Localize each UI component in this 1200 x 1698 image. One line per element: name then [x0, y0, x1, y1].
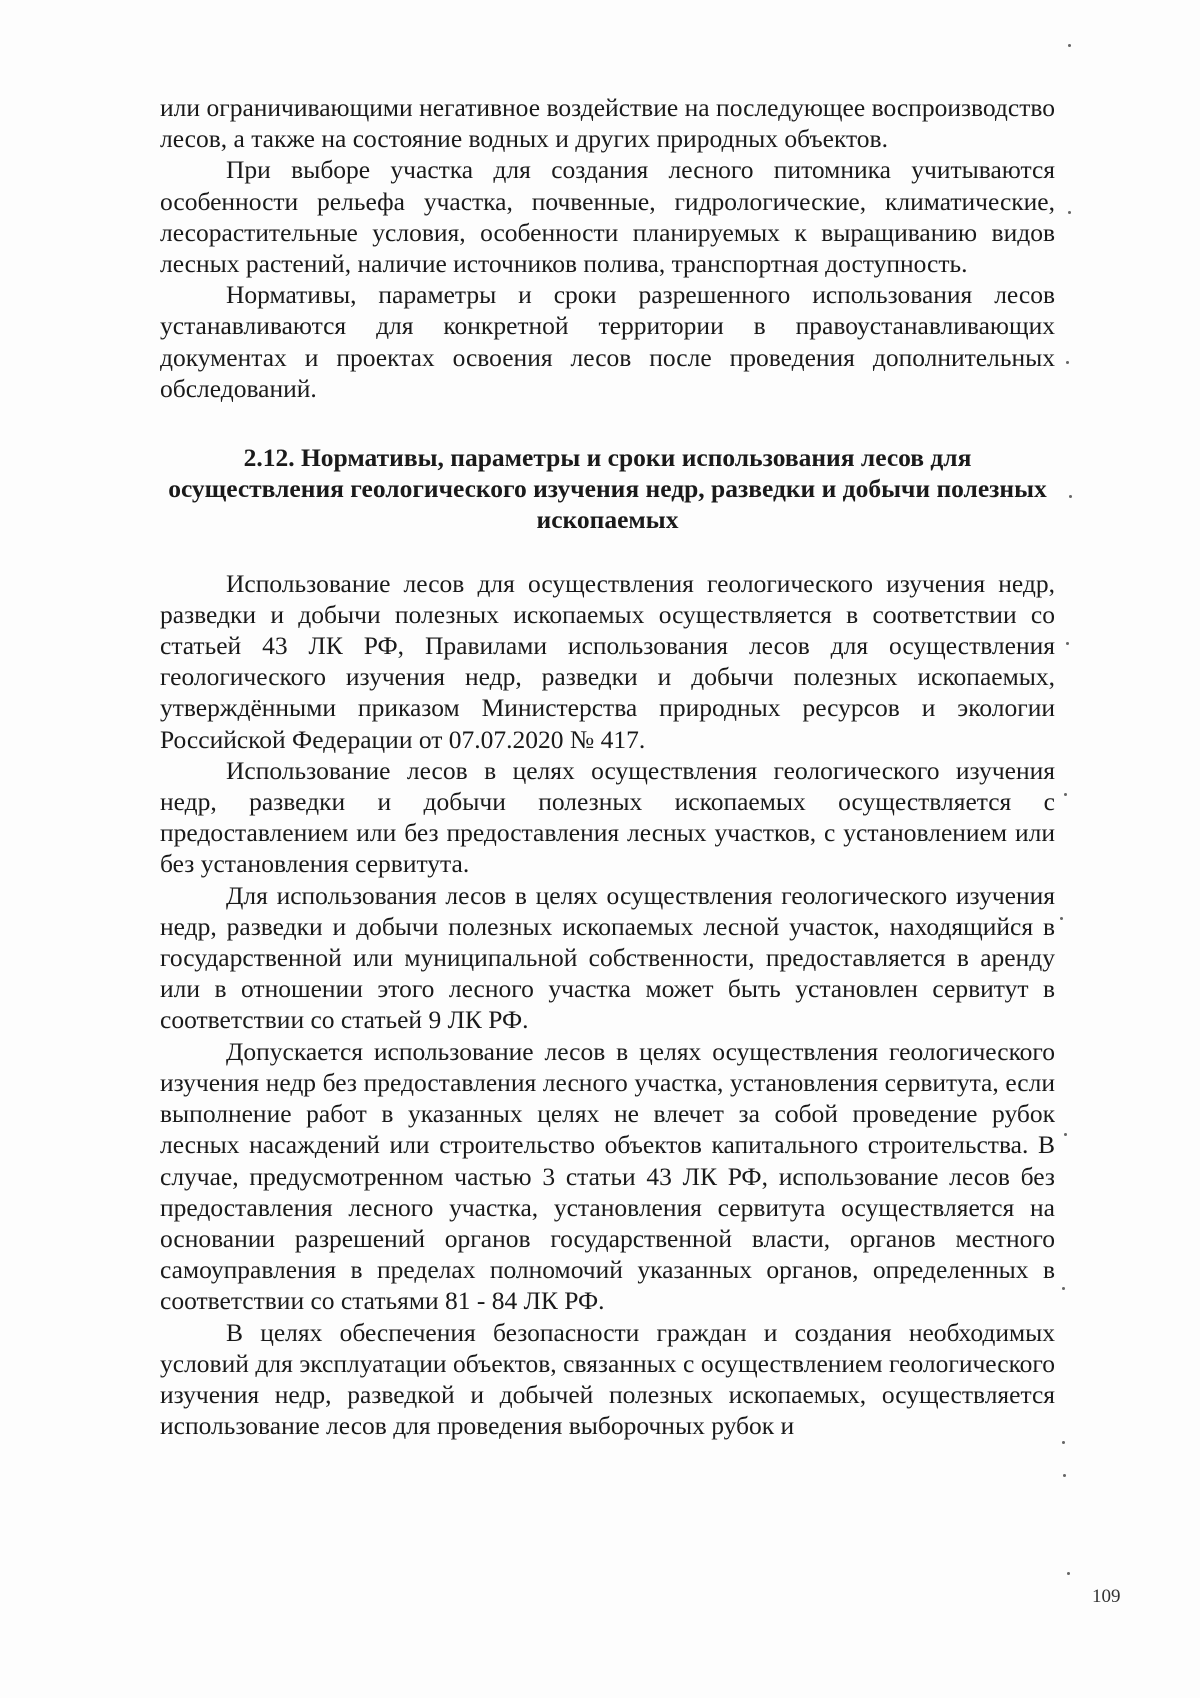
scan-speck: [1064, 793, 1067, 796]
paragraph-geology-use: Использование лесов для осуществления геологического изучения недр, разведки и добычи полезных ископаемых осуществляется в соответствии со статьей 43 ЛК РФ, Правилами использования лесов для осуществления геологического изучения недр, разведки и добычи полезных ископаемых, утверждёнными приказом Министерства природных ресурсов и экологии Российской Федерации от 07.07.2020 № 417.: [160, 568, 1055, 754]
paragraph-lease: Для использования лесов в целях осуществления геологического изучения недр, разведки и добычи полезных ископаемых лесной участок, находящийся в государственной или муниципальной собственности, предоставляется в аренду или в отношении этого лесного участка может быть установлен сервитут в соответствии со статьей 9 ЛК РФ.: [160, 880, 1055, 1035]
page-content: [160, 92, 1055, 1441]
scan-speck: [1063, 1474, 1066, 1477]
scan-speck: [1067, 1572, 1070, 1575]
scan-speck: [1064, 1133, 1067, 1136]
scan-speck: [1060, 917, 1063, 920]
paragraph-permitted-use: Допускается использование лесов в целях осуществления геологического изучения недр без предоставления лесного участка, установления сервитута, если выполнение работ в указанных целях не влечет за собой проведение рубок лесных насаждений или строительство объектов капитального строительства. В случае, предусмотренном частью 3 статьи 43 ЛК РФ, использование лесов без предоставления лесного участка, установления сервитута осуществляется на основании разрешений органов государственной власти, органов местного самоуправления в пределах полномочий указанных органов, определенных в соответствии со статьями 81 - 84 ЛК РФ.: [160, 1036, 1055, 1316]
page-number: 109: [1092, 1586, 1121, 1607]
paragraph-safety: В целях обеспечения безопасности граждан и создания необходимых условий для эксплуатации объектов, связанных с осуществлением геологического изучения недр, разведкой и добычей полезных ископаемых, осуществляется использование лесов для проведения выборочных рубок и: [160, 1317, 1055, 1441]
paragraph-continuation: или ограничивающими негативное воздействие на последующее воспроизводство лесов, а также на состояние водных и других природных объектов.: [160, 93, 1055, 154]
scan-speck: [1068, 44, 1071, 47]
paragraph-nursery-site: При выборе участка для создания лесного питомника учитываются особенности рельефа участка, почвенные, гидрологические, климатические, лесорастительные условия, особенности планируемых к выращиванию видов лесных растений, наличие источников полива, транспортная доступность.: [160, 155, 1055, 279]
paragraph-geology-servitude: Использование лесов в целях осуществления геологического изучения недр, разведки и добычи полезных ископаемых осуществляется с предоставлением или без предоставления лесных участков, с установлением или без установления сервитута.: [160, 755, 1055, 879]
scan-speck: [1062, 1441, 1065, 1444]
scan-speck: [1062, 1287, 1065, 1290]
paragraph-norms: Нормативы, параметры и сроки разрешенного использования лесов устанавливаются для конкретной территории в правоустанавливающих документах и проектах освоения лесов после проведения дополнительных обследований.: [160, 280, 1055, 403]
scan-speck: [1068, 211, 1071, 214]
scan-speck: [1066, 642, 1069, 645]
scan-speck: [1069, 495, 1072, 498]
scan-speck: [1066, 361, 1069, 364]
section-heading: 2.12. Нормативы, параметры и сроки использования лесов для осуществления геологического изучения недр, разведки и добычи полезных ископаемых: [168, 443, 1047, 535]
